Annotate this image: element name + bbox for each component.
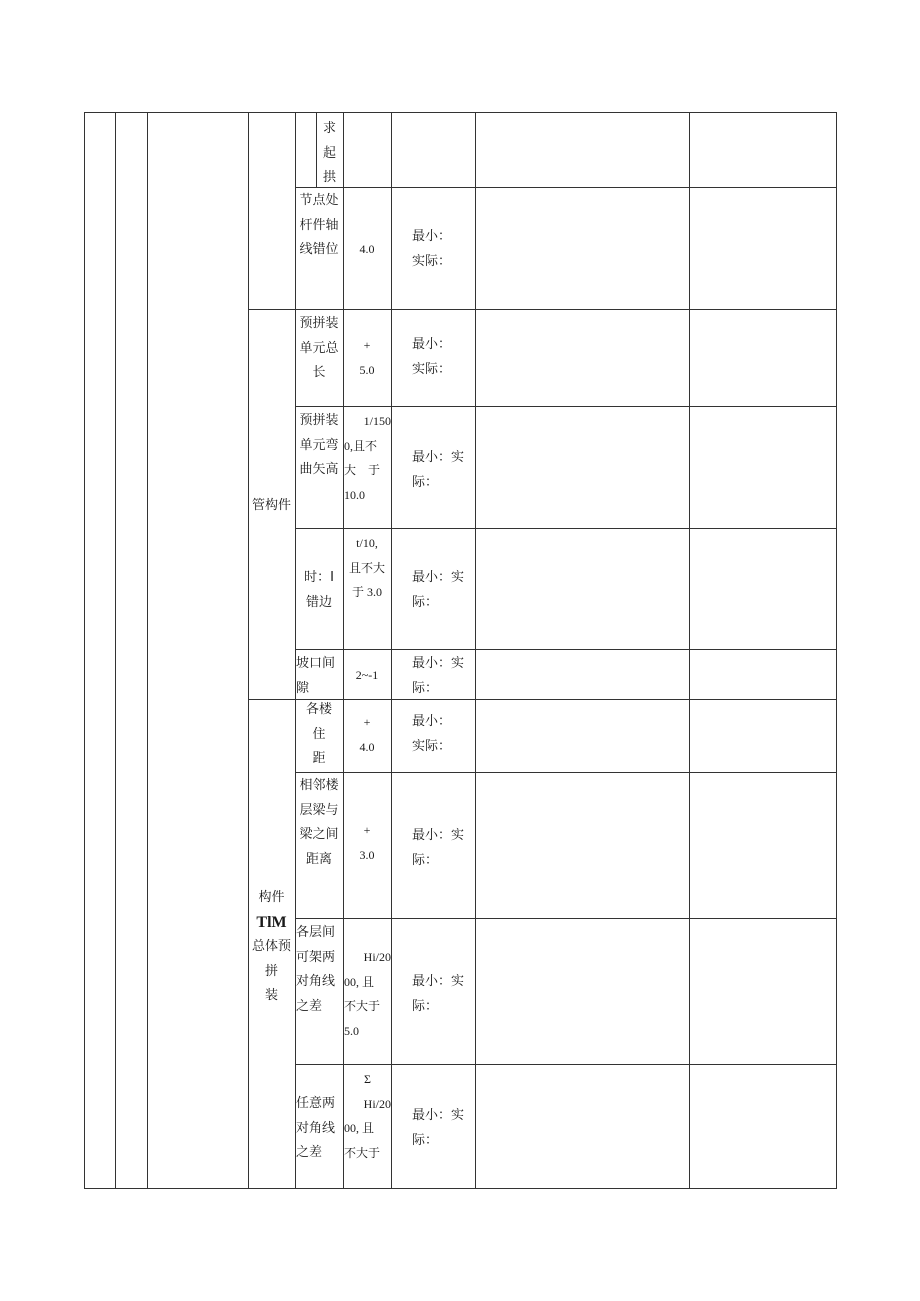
tolerance-length: + 5.0 [359, 338, 375, 377]
row-line [295, 528, 837, 529]
measure-joint: 最小： 实际： [412, 229, 452, 269]
tolerance-gap: 2~-1 [355, 668, 379, 682]
measure-beam-distance: 最小：实 际： [412, 828, 465, 868]
col-line [295, 112, 296, 1189]
item-any-diagonal: 任意两 对角线 之差 [296, 1096, 336, 1160]
table-border-left [84, 112, 85, 1189]
item-sagitta: 预拼装 单元弯 曲矢高 [299, 413, 339, 477]
tolerance-offset: t/10, 且不大 于 3.0 [348, 536, 385, 599]
col-line [115, 112, 116, 1189]
measure-floor-distance: 最小： 实际： [412, 714, 452, 754]
tolerance-beam-distance: + 3.0 [359, 823, 375, 862]
row-line [295, 1064, 837, 1065]
item-length: 预拼装 单元总 长 [299, 316, 339, 380]
tolerance-any-diagonal: Σ Hi/20 00, 且 不大于 [344, 1072, 391, 1160]
item-layer-diagonal: 各层间 可架两 对角线 之差 [296, 925, 336, 1014]
col-line [147, 112, 148, 1189]
row-line [295, 772, 837, 773]
tolerance-floor-distance: + 4.0 [359, 715, 375, 754]
tolerance-sagitta: 1/150 0,且不 大 于 10.0 [344, 414, 391, 502]
item-groove-gap: 坡口间 隙 [296, 656, 336, 696]
item-beam-distance: 相邻楼 层梁与 梁之间 距离 [299, 778, 339, 867]
measure-gap: 最小：实 际： [412, 656, 465, 696]
col-line [391, 112, 392, 1189]
row-line [295, 406, 837, 407]
table-border-right [836, 112, 837, 1189]
measure-length: 最小： 实际： [412, 337, 452, 377]
item-floor-distance: 各楼 住 距 [305, 702, 332, 766]
table-border-top [84, 112, 837, 113]
col-line [475, 112, 476, 1189]
row-line [295, 918, 837, 919]
row-line [295, 649, 837, 650]
group-line [248, 309, 837, 310]
table-border-bottom [84, 1188, 837, 1189]
col-line [689, 112, 690, 1189]
measure-any-diagonal: 最小：实 际： [412, 1108, 465, 1148]
tolerance-joint: 4.0 [359, 242, 375, 256]
item-arch: 求 起 拱 [322, 121, 336, 185]
col-line [248, 112, 249, 1189]
measure-offset: 最小：实 际： [412, 570, 465, 610]
row-line [295, 187, 837, 188]
group-overall-preassembly: 构件 TlM 总体预 拼 装 [251, 890, 291, 1003]
tolerance-layer-diagonal: Hi/20 00, 且 不大于 5.0 [344, 950, 391, 1038]
item-joint: 节点处 杆件轴 线错位 [299, 193, 339, 257]
measure-layer-diagonal: 最小：实 际： [412, 974, 465, 1014]
group-pipe-member: 管构件 [251, 498, 291, 513]
item-offset: 时：I 错边 [304, 570, 334, 610]
measure-sagitta: 最小：实 际： [412, 450, 465, 490]
